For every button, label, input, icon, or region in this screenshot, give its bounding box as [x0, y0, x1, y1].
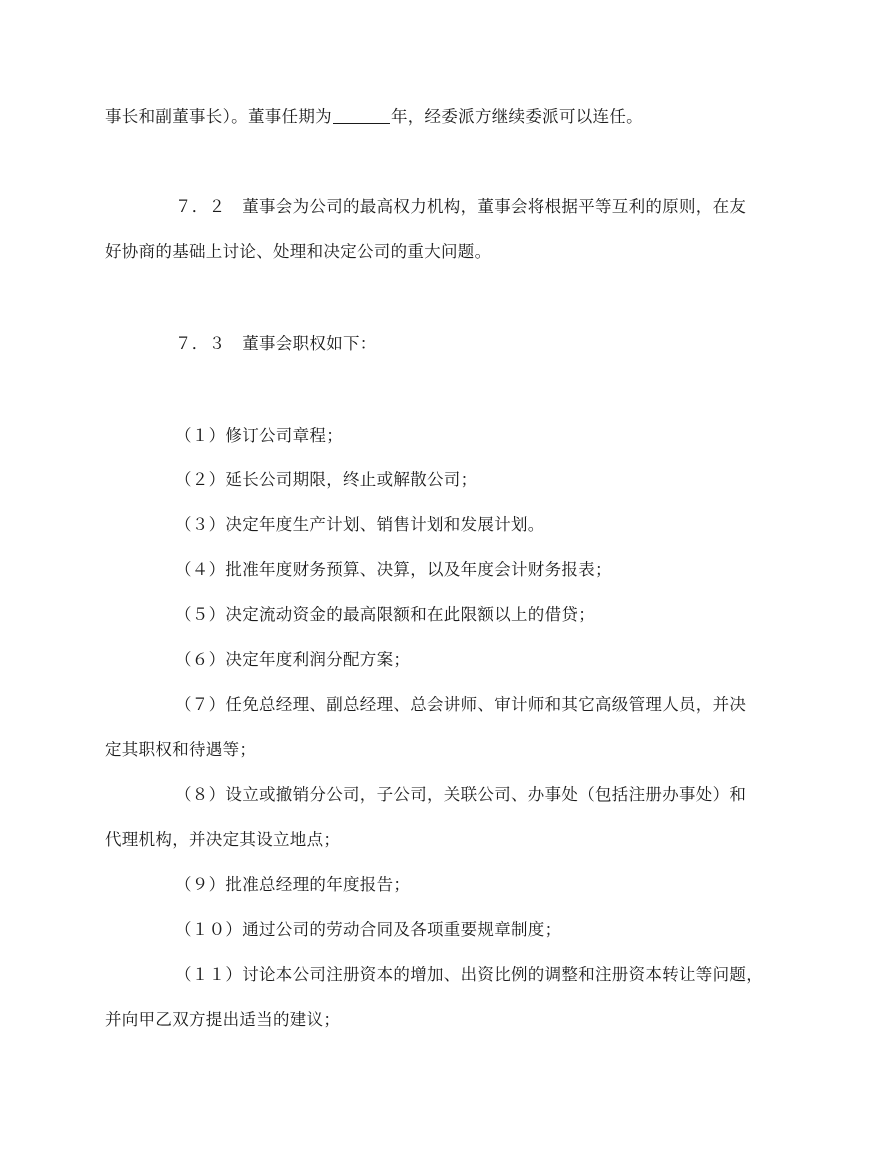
intro-text-before-blank: 事长和副董事长）。董事任期为: [105, 107, 332, 126]
term-years-blank: [333, 107, 390, 124]
list-item-8-line-2: 代理机构，并决定其设立地点；: [105, 830, 341, 849]
list-item-10: （１０）通过公司的劳动合同及各项重要规章制度；: [175, 920, 562, 939]
list-item-7-line-2: 定其职权和待遇等；: [105, 740, 257, 759]
list-item-2: （２）延长公司期限，终止或解散公司；: [175, 470, 478, 489]
list-item-9: （９）批准总经理的年度报告；: [175, 875, 411, 894]
clause-7-2-line-1: ７．２ 董事会为公司的最高权力机构，董事会将根据平等互利的原则，在友: [175, 197, 747, 216]
clause-7-3-heading: ７．３ 董事会职权如下：: [175, 334, 377, 353]
list-item-3: （３）决定年度生产计划、销售计划和发展计划。: [175, 515, 545, 534]
intro-line: [105, 106, 643, 128]
intro-text-after-blank: 年，经委派方继续委派可以连任。: [390, 107, 643, 126]
list-item-8-line-1: （８）设立或撤销分公司，子公司，关联公司、办事处（包括注册办事处）和: [175, 785, 747, 804]
list-item-11-line-1: （１１）讨论本公司注册资本的增加、出资比例的调整和注册资本转让等问题，: [175, 965, 763, 984]
list-item-6: （６）决定年度利润分配方案；: [175, 650, 411, 669]
list-item-5: （５）决定流动资金的最高限额和在此限额以上的借贷；: [175, 605, 595, 624]
list-item-4: （４）批准年度财务预算、决算，以及年度会计财务报表；: [175, 560, 612, 579]
list-item-1: （１）修订公司章程；: [175, 426, 343, 445]
list-item-11-line-2: 并向甲乙双方提出适当的建议；: [105, 1010, 341, 1029]
list-item-7-line-1: （７）任免总经理、副总经理、总会讲师、审计师和其它高级管理人员，并决: [175, 695, 747, 714]
clause-7-2-line-2: 好协商的基础上讨论、处理和决定公司的重大问题。: [105, 242, 492, 261]
